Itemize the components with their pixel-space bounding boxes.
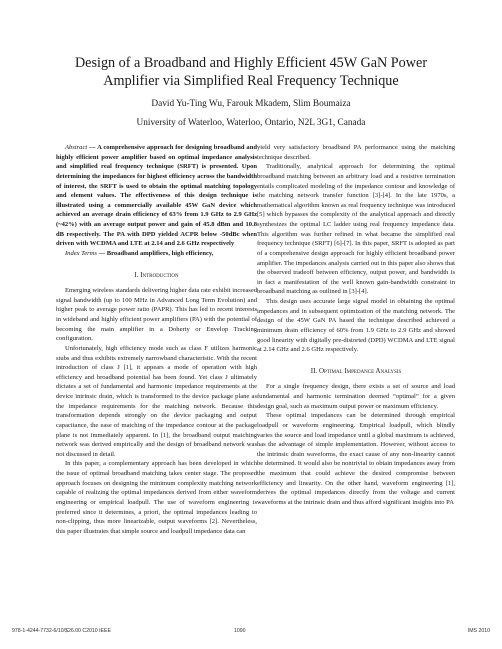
footer-isbn: 978-1-4244-7732-6/10/$26.00 C2010 IEEE <box>12 628 111 634</box>
abstract-text: A comprehensive approach for designing broadband and highly efficient power amplifier based on optimal impedance analysis and simplified real frequency technique (SRFT) is presented. Upon determining the impedances for highest efficiency across the bandwidth of interest, the SRFT is used to obtain the optimal matching topology and element values. The effectiveness of this design technique is illustrated using a commercially available 45W GaN device which achieved an average drain efficiency of 63% from 1.9 GHz to 2.9 GHz (~42%) with an average output power and gain of 45.8 dBm and 10.8 dB respectively. The PA with DPD yielded ACPR below -50dBc when driven with WCDMA and LTE at 2.14 and 2.6 GHz respectively <box>56 144 257 248</box>
abstract-dash: — <box>87 144 98 151</box>
index-terms-text: — Broadband amplifiers, high efficiency, <box>96 249 214 257</box>
title-line-1: Design of a Broadband and Highly Efficient 45W GaN Power <box>74 55 428 71</box>
intro-paragraph-3: In this paper, a complementary approach has been developed in which the issue of optimal broadband matching takes center stage. The proposed approach focuses on designing the minimum complexity matching network capable of realizing the optimal impedances derived from either waveform engineering or empirical loadpull. The use of waveform engineering is preferred since it determines, a priori, the optimal impedances leading to non-clipping, thus more linearizable, output waveforms [2]. Nevertheless, this paper illustrates that simple source and loadpull impedance data can <box>56 460 257 535</box>
title-line-2: Amplifier via Simplified Real Frequency Technique <box>103 73 399 89</box>
author-list: David Yu-Ting Wu, Farouk Mkadem, Slim Boumaiza <box>151 99 351 109</box>
intro-paragraph-3-continued: yield very satisfactory broadband PA performance using the matching technique described. <box>257 144 455 161</box>
section-1-title: Introduction <box>140 270 179 279</box>
intro-paragraph-5: This design uses accurate large signal model in obtaining the optimal impedances and in subsequent optimization of the matching network. The design of the 45W GaN PA based the technique described achieved a minimum drain efficiency of 60% from 1.9 GHz to 2.9 GHz and showed good linearity with digitally pre-distorted (DPD) WCDMA and LTE signal at 2.14 GHz and 2.6 GHz respectively. <box>257 298 455 354</box>
page-footer <box>12 628 490 638</box>
right-column <box>257 143 455 508</box>
footer-conference: IMS 2010 <box>467 628 490 634</box>
intro-paragraph-2: Unfortunately, high efficiency mode such as class F utilizes harmonic stubs and thus exhibits extremely narrowband characteristic. With the recent introduction of class J [1], it appears a mode of operation with high efficiency and broadband potential has been found. Yet class J ultimately dictates a set of fundamental and harmonic impedance requirements at the device intrinsic drain, which is transformed to the device package plane as the impedance requirements for the matching network. Because this transformation depends strongly on the device packaging and output capacitance, the ease of matching of the impedance contour at the package plane is not immediately apparent. In [1], the broadband output matching network was derived empirically and the design of broadband network was not discussed in detail. <box>56 344 257 458</box>
left-column <box>56 143 257 536</box>
abstract <box>56 143 257 249</box>
section-heading-introduction <box>56 271 257 281</box>
section-2-numeral: II. <box>310 366 319 375</box>
analysis-paragraph-2: These optimal impedances can be determined through empirical loadpull or waveform engineering. Empirical loadpull, which blindly varies the source and load impedance until a global maximum is achieved, has the advantage of simple implementation. However, without access to the intrinsic drain waveforms, the exact cause of any non-linearity cannot be determined. It would also be nontrivial to obtain impedances away from the maximum that could achieve the desired compromise between efficiency and linearity. On the other hand, waveform engineering [1], derives the optimal impedances directly from the voltage and current waveforms at the intrinsic drain and thus afford significant insights into PA <box>257 412 455 506</box>
section-2-title: Optimal Impedance Analysis <box>318 366 402 375</box>
intro-paragraph-4: Traditionally, analytical approach for determining the optimal broadband matching between an arbitrary load and a resistive termination entails complicated modeling of the impedance contour and knowledge of the matching network transfer function [3]-[4]. In the late 1970s, a mathematical algorithm known as real frequency technique was introduced [5] which bypasses the complexity of the analytical approach and directly synthesizes the optimal LC ladder using real frequency impedance data. This algorithm was further refined in what became the simplified real frequency technique (SRFT) [6]-[7]. In this paper, SRFT is adopted as part of a comprehensive design approach for highly efficient broadband power amplifier. The impedances analysis carried out in this paper also shows that the observed tradeoff between efficiency, output power, and bandwidth is in fact a manifestation of the well known gain-bandwidth constraint in broadband matching as outlined in [3]-[4]. <box>257 163 455 296</box>
index-terms <box>56 249 257 259</box>
section-heading-optimal-impedance-analysis <box>257 367 455 377</box>
affiliation: University of Waterloo, Waterloo, Ontario, N2L 3G1, Canada <box>136 118 366 128</box>
abstract-label: Abstract <box>65 144 88 151</box>
footer-page-number: 1090 <box>234 628 246 634</box>
paper-title <box>40 54 462 90</box>
intro-paragraph-1: Emerging wireless standards delivering higher data rate exhibit increased signal bandwidth (up to 100 MHz in Advanced Long Term Evolution) and higher peak to average power ratio (PAPR). This has led to recent interests in wideband and highly efficient power amplifiers (PA) with the potential of becoming the main amplifier in a Doherty or Envelop Tracking configuration. <box>56 287 257 343</box>
section-1-numeral: I. <box>134 270 141 279</box>
index-terms-label: Index Terms <box>65 249 97 257</box>
analysis-paragraph-1: For a single frequency design, there exists a set of source and load fundamental and harmonic termination deemed “optimal” for a given design goal, such as maximum output power or maximum efficiency. <box>257 383 455 410</box>
